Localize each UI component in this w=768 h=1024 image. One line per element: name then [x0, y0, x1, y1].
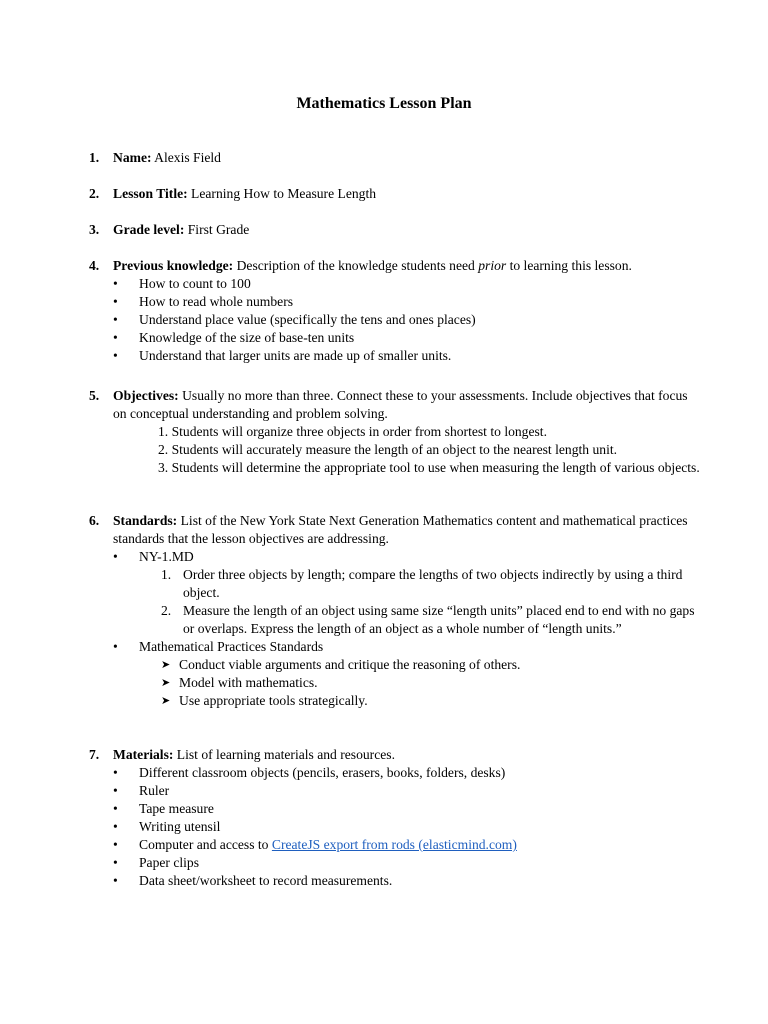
section-number: 6.: [89, 513, 100, 528]
list-item: • Understand that larger units are made up of smaller units.: [113, 348, 452, 363]
bullet-icon: •: [113, 837, 118, 852]
list-item: 2. Measure the length of an object using same size “length units” placed end to end with no gaps or overlaps. Express the length of an object as a whole number of “length units.”: [161, 603, 695, 636]
section-number: 3.: [89, 222, 100, 237]
list-item: • NY-1.MD: [113, 549, 194, 564]
arrow-bullet-icon: ➤: [161, 695, 171, 707]
section-label: Name:: [113, 150, 152, 165]
section-text: Description of the knowledge students need: [233, 258, 479, 273]
bullet-icon: •: [113, 873, 118, 888]
list-item: • How to count to 100: [113, 276, 251, 291]
bullet-icon: •: [113, 819, 118, 834]
list-item: • Writing utensil: [113, 819, 221, 834]
section-objectives: [89, 387, 701, 477]
bullet-icon: •: [113, 330, 118, 345]
list-item: 3. Students will determine the appropriate tool to use when measuring the length of various objects.: [158, 460, 700, 475]
list-item: ➤ Use appropriate tools strategically.: [161, 693, 368, 708]
createjs-link[interactable]: CreateJS export from rods (elasticmind.com): [271, 837, 517, 852]
section-text: List of the New York State Next Generation Mathematics content and mathematical practices standards that the lesson objectives are addressing.: [113, 513, 688, 546]
bullet-icon: •: [113, 276, 118, 291]
list-item: • Mathematical Practices Standards: [113, 639, 324, 654]
section-number: 5.: [89, 388, 100, 403]
bullet-icon: •: [113, 801, 118, 816]
list-item: 1. Order three objects by length; compare the lengths of two objects indirectly by using a third object.: [161, 567, 683, 600]
list-item: • Ruler: [113, 783, 170, 798]
bullet-icon: •: [113, 312, 118, 327]
list-item: • Knowledge of the size of base-ten units: [113, 330, 355, 345]
list-item: 1. Students will organize three objects in order from shortest to longest.: [158, 424, 547, 439]
bullet-icon: •: [113, 783, 118, 798]
bullet-icon: •: [113, 855, 118, 870]
bullet-list: [89, 275, 701, 365]
section-text: Learning How to Measure Length: [187, 186, 377, 201]
section-grade-level: [89, 221, 701, 239]
section-label: Materials:: [113, 747, 174, 762]
list-item: ➤ Conduct viable arguments and critique the reasoning of others.: [161, 657, 521, 672]
bullet-icon: •: [113, 765, 118, 780]
section-label: Objectives:: [113, 388, 179, 403]
section-number: 1.: [89, 150, 100, 165]
section-standards: [89, 512, 701, 710]
bullet-icon: •: [113, 549, 118, 564]
section-text: First Grade: [184, 222, 250, 237]
section-label: Standards:: [113, 513, 178, 528]
section-number: 7.: [89, 747, 100, 762]
section-text: Alexis Field: [151, 150, 221, 165]
arrow-bullet-icon: ➤: [161, 659, 171, 671]
section-name: [89, 149, 701, 167]
bullet-list: [89, 548, 701, 566]
list-item: • Paper clips: [113, 855, 200, 870]
list-item: • Tape measure: [113, 801, 214, 816]
bullet-icon: •: [113, 348, 118, 363]
page-title: Mathematics Lesson Plan: [296, 95, 472, 112]
bullet-list: [89, 764, 701, 890]
section-lesson-title: [89, 185, 701, 203]
list-item: ➤ Model with mathematics.: [161, 675, 318, 690]
section-text: Usually no more than three. Connect these to your assessments. Include objectives that focus on conceptual understanding and problem solving.: [113, 388, 688, 421]
bullet-icon: •: [113, 294, 118, 309]
section-label: Previous knowledge:: [113, 258, 234, 273]
list-item: • How to read whole numbers: [113, 294, 294, 309]
list-item: • Different classroom objects (pencils, erasers, books, folders, desks): [113, 765, 506, 780]
arrow-list: [89, 656, 701, 710]
section-label: Lesson Title:: [113, 186, 188, 201]
section-label: Grade level:: [113, 222, 185, 237]
list-item: 2. Students will accurately measure the length of an object to the nearest length unit.: [158, 442, 618, 457]
section-previous-knowledge: [89, 257, 701, 365]
section-text-emphasis: prior: [478, 258, 507, 273]
bullet-icon: •: [113, 639, 118, 654]
arrow-bullet-icon: ➤: [161, 677, 171, 689]
list-item: • Data sheet/worksheet to record measurements.: [113, 873, 393, 888]
section-text: to learning this lesson.: [506, 258, 632, 273]
bullet-list: [89, 638, 701, 656]
section-number: 4.: [89, 258, 100, 273]
section-text: List of learning materials and resources.: [173, 747, 395, 762]
section-materials: [89, 746, 701, 890]
list-item: • Computer and access to CreateJS export from rods (elasticmind.com): [113, 837, 517, 852]
numbered-sublist: [89, 566, 701, 638]
list-item: • Understand place value (specifically the tens and ones places): [113, 312, 476, 327]
section-number: 2.: [89, 186, 100, 201]
objective-list: [158, 423, 701, 477]
